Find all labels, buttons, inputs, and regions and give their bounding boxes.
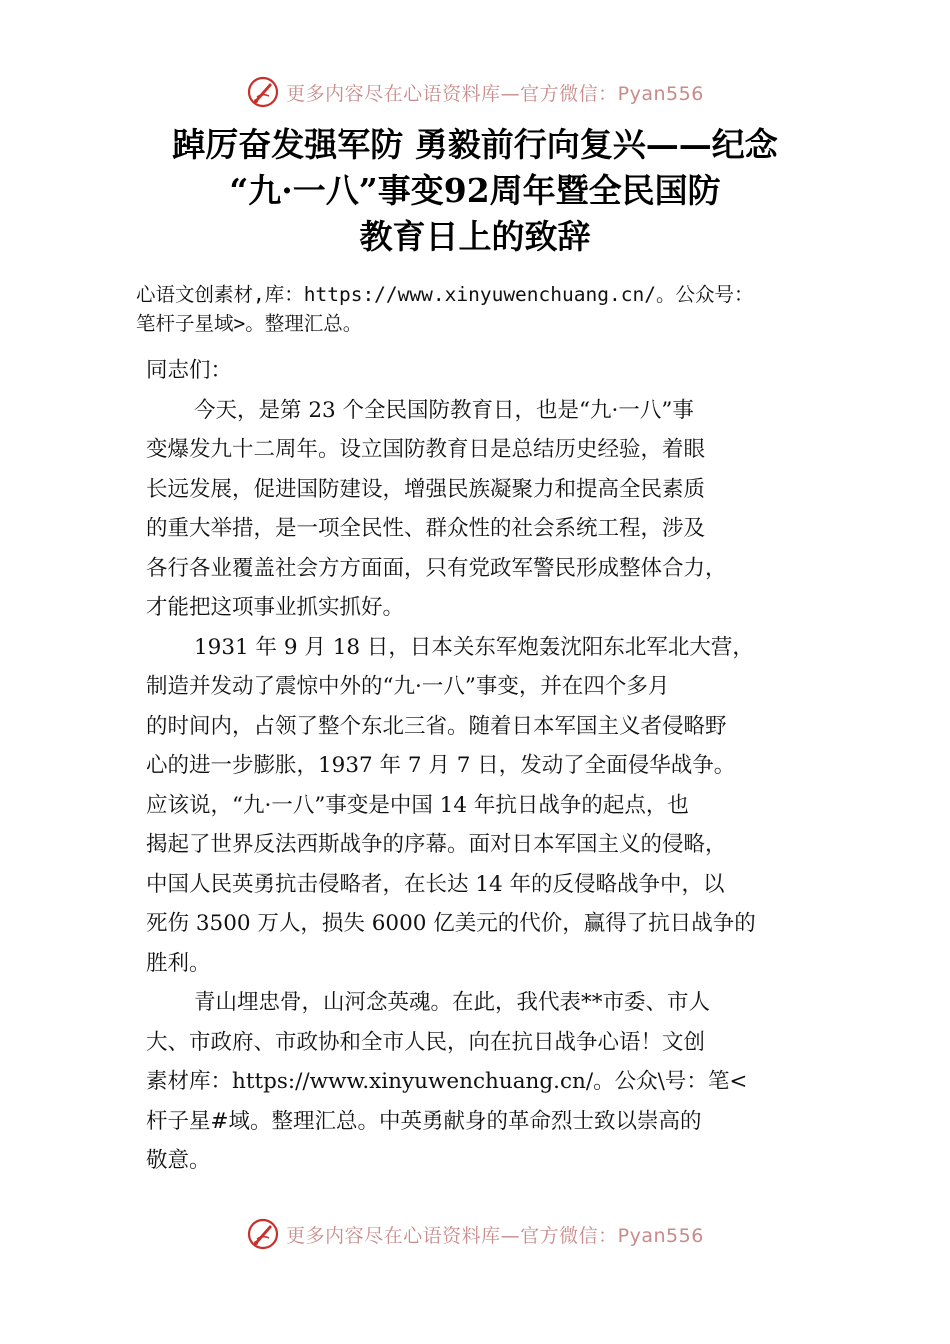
source-note [136, 280, 866, 338]
document-title [100, 122, 850, 260]
body-line: 变爆发九十二周年。设立国防教育日是总结历史经验，着眼 [146, 437, 706, 462]
title-line: 教育日上的致辞 [359, 217, 591, 256]
body-line: 中国人民英勇抗击侵略者，在长达 14 年的反侵略战争中，以 [146, 871, 725, 897]
body-line: 今天，是第 23 个全民国防教育日，也是“九·一八”事 [194, 397, 694, 423]
body-line: 素材库：https://www.xinyuwenchuang.cn/。公众\号：笔< [146, 1069, 748, 1094]
body-line: 才能把这项事业抓实抓好。 [146, 595, 405, 620]
body-line: 1931 年 9 月 18 日，日本关东军炮轰沈阳东北军北大营， [194, 634, 754, 660]
body-line: 敬意。 [146, 1148, 211, 1173]
body-line: 心的进一步膨胀，1937 年 7 月 7 日，发动了全面侵华战争。 [146, 753, 736, 778]
body-line: 青山埋忠骨，山河念英魂。在此，我代表**市委、市人 [194, 990, 711, 1015]
body-line: 揭起了世界反法西斯战争的序幕。面对日本军国主义的侵略， [146, 832, 727, 857]
title-line: 踔厉奋发强军防 勇毅前行向复兴——纪念 [172, 125, 778, 164]
body-line: 胜利。 [146, 950, 211, 976]
banner-text: 更多内容尽在心语资料库—官方微信：Pyan556 [286, 1224, 704, 1247]
source-line: 笔杆子星域>。整理汇总。 [136, 312, 363, 335]
body-line: 的时间内，占领了整个东北三省。随着日本军国主义者侵略野 [146, 713, 727, 739]
header-watermark-banner [0, 72, 950, 112]
footer-watermark-banner [0, 1214, 950, 1254]
body-line: 死伤 3500 万人，损失 6000 亿美元的代价，赢得了抗日战争的 [146, 911, 756, 936]
quill-seal-icon [246, 1217, 280, 1251]
source-line: 心语文创素材,库：https://www.xinyuwenchuang.cn/。公众号： [136, 283, 754, 306]
title-line: “九·一八”事变92周年暨全民国防 [229, 171, 721, 210]
quill-seal-icon [246, 75, 280, 109]
speech-body [146, 351, 846, 1181]
body-line: 大、市政府、市政协和全市人民，向在抗日战争心语！文创 [146, 1029, 706, 1055]
body-line: 应该说，“九·一八”事变是中国 14 年抗日战争的起点，也 [146, 792, 689, 818]
banner-text: 更多内容尽在心语资料库—官方微信：Pyan556 [286, 82, 704, 105]
body-line: 各行各业覆盖社会方方面面，只有党政军警民形成整体合力， [146, 555, 727, 581]
body-line: 杆子星#域。整理汇总。中英勇献身的革命烈士致以崇高的 [146, 1108, 702, 1134]
body-line: 制造并发动了震惊中外的“九·一八”事变，并在四个多月 [146, 674, 670, 699]
body-line: 的重大举措，是一项全民性、群众性的社会系统工程，涉及 [146, 516, 706, 541]
body-line: 同志们： [146, 358, 233, 383]
body-line: 长远发展，促进国防建设，增强民族凝聚力和提高全民素质 [146, 476, 706, 502]
